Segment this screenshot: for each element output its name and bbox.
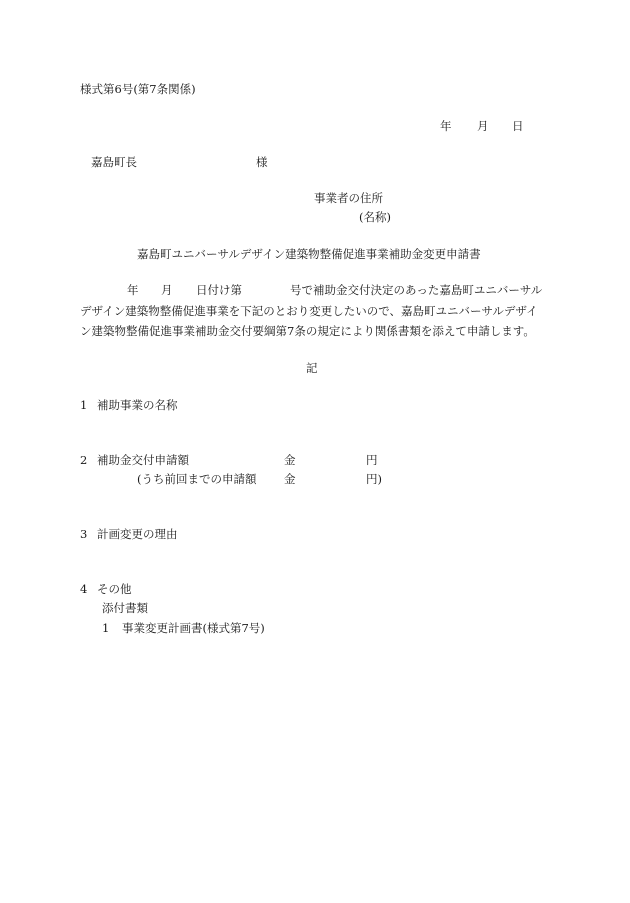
form-number: 様式第6号(第7条関係)	[80, 82, 196, 96]
item1-label: 補助事業の名称	[97, 398, 178, 412]
item2-label: 補助金交付申請額	[97, 453, 189, 467]
body-line2: デザイン建築物整備促進事業を下記のとおり変更したいので、嘉島町ユニバーサルデザイ	[80, 304, 538, 318]
item4-label: その他	[97, 582, 132, 596]
item3-number: 3	[80, 527, 88, 541]
item2-sub-yen: 円)	[366, 472, 382, 486]
item2-kin: 金	[284, 453, 296, 467]
body-line1-rest: 号で補助金交付決定のあった嘉島町ユニバーサル	[290, 283, 543, 297]
item2-sub-label: (うち前回までの申請額	[137, 472, 257, 486]
date-year-label: 年	[440, 119, 452, 133]
body-year: 年	[127, 283, 139, 297]
body-month: 月	[161, 283, 173, 297]
ki-marker: 記	[306, 361, 318, 375]
item4-number: 4	[80, 582, 88, 596]
attachments-label: 添付書類	[102, 601, 148, 615]
applicant-name-label: (名称)	[359, 210, 391, 224]
item3-label: 計画変更の理由	[97, 527, 178, 541]
date-day-label: 日	[512, 119, 524, 133]
date-month-label: 月	[477, 119, 489, 133]
item2-sub-kin: 金	[284, 472, 296, 486]
addressee-honorific: 様	[256, 155, 268, 169]
item2-number: 2	[80, 453, 88, 467]
body-line3: ン建築物整備促進事業補助金交付要綱第7条の規定により関係書類を添えて申請します。	[80, 324, 535, 338]
attachment-item-number: 1	[102, 621, 110, 635]
item2-yen: 円	[366, 453, 378, 467]
addressee-name: 嘉島町長	[91, 155, 137, 169]
applicant-address-label: 事業者の住所	[314, 191, 383, 205]
body-dated-no: 日付け第	[196, 283, 242, 297]
item1-number: 1	[80, 398, 88, 412]
attachment-item-text: 事業変更計画書(様式第7号)	[122, 621, 265, 635]
document-title: 嘉島町ユニバーサルデザイン建築物整備促進事業補助金変更申請書	[137, 247, 481, 261]
